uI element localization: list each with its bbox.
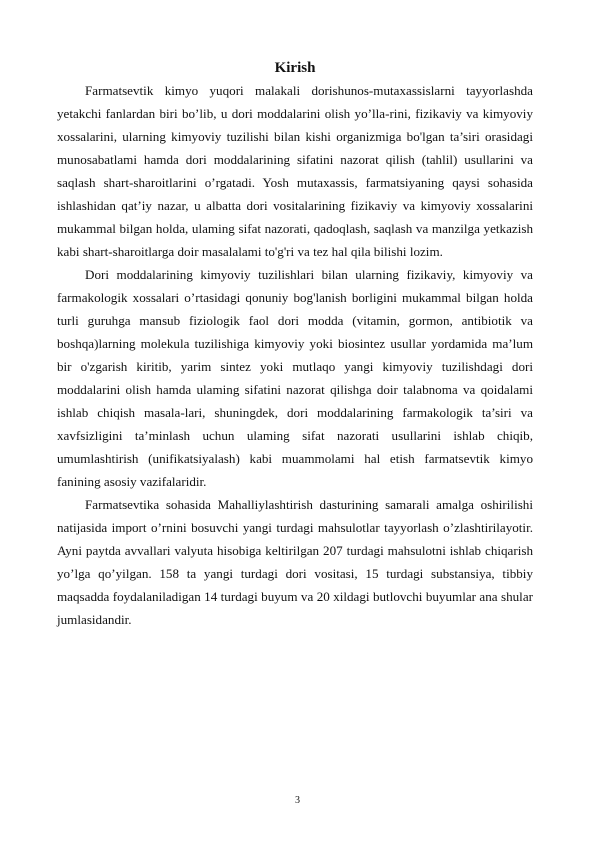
page-number: 3 xyxy=(295,795,300,806)
paragraph-3: Farmatsevtika sohasida Mahalliylashtirish dasturining samarali amalga oshirilishi natijasida import o’rnini bosuvchi yangi turdagi mahsulotlar tayyorlash o’zlashtirilayotir. Ayni paytda avvallari valyuta hisobiga keltirilgan 207 turdagi mahsulotni ishlab chiqarish yo’lga qo’yilgan. 158 ta yangi turdagi dori vositasi, 15 turdagi substansiya, tibbiy maqsadda foydalaniladigan 14 turdagi buyum va 20 xildagi butlovchi buyumlar ana shular jumlasidandir. xyxy=(57,497,533,627)
document-page xyxy=(57,58,533,631)
document-title: Kirish xyxy=(274,60,316,76)
paragraph-2: Dori moddalarining kimyoviy tuzilishlari bilan ularning fizikaviy, kimyoviy va farmakologik xossalari o’rtasidagi qonuniy bog'lanish borligini mukammal bilgan holda turli guruhga mansub fiziologik faol dori modda (vitamin, gormon, antibiotik va boshqa)larning molekula tuzilishiga kimyoviy yoki biosintez usullar yordamida ma’lum bir o'zgarish kiritib, yarim sintez yoki mutlaqo yangi kimyoviy tuzilishdagi dori moddalarini olish hamda ulaming sifatini nazorat qilishga doir talabnoma va qoidalami ishlab chiqish masala-lari, shuningdek, dori moddalarining farmakologik ta’siri va xavfsizligini ta’minlash uchun ulaming sifat nazorati usullarini ishlab chiqib, umumlashtirish (unifikatsiyalash) kabi muammolami hal etish farmatsevtik kimyo fanining asosiy vazifalaridir. xyxy=(57,267,533,489)
paragraph-1: Farmatsevtik kimyo yuqori malakali dorishunos-mutaxassislarni tayyorlashda yetakchi fanlardan biri bo’lib, u dori moddalarini olish yo’lla-rini, fizikaviy va kimyoviy xossalarini, ularning kimyoviy tuzilishi bilan kishi organizmiga bo'lgan ta’siri orasidagi munosabatlami hamda dori moddalarining sifatini nazorat qilish (tahlil) usullarini va saqlash shart-sharoitlarini o’rgatadi. Yosh mutaxassis, farmatsiyaning qaysi sohasida ishlashidan qat’iy nazar, u albatta dori vositalarining fizikaviy va kimyoviy xossalarini mukammal bilgan holda, ulaming sifat nazorati, qadoqlash, saqlash va manzilga yetkazish kabi shart-sharoitlarga doir masalalami to'g'ri va tez hal qila bilishi lozim. xyxy=(57,83,533,259)
